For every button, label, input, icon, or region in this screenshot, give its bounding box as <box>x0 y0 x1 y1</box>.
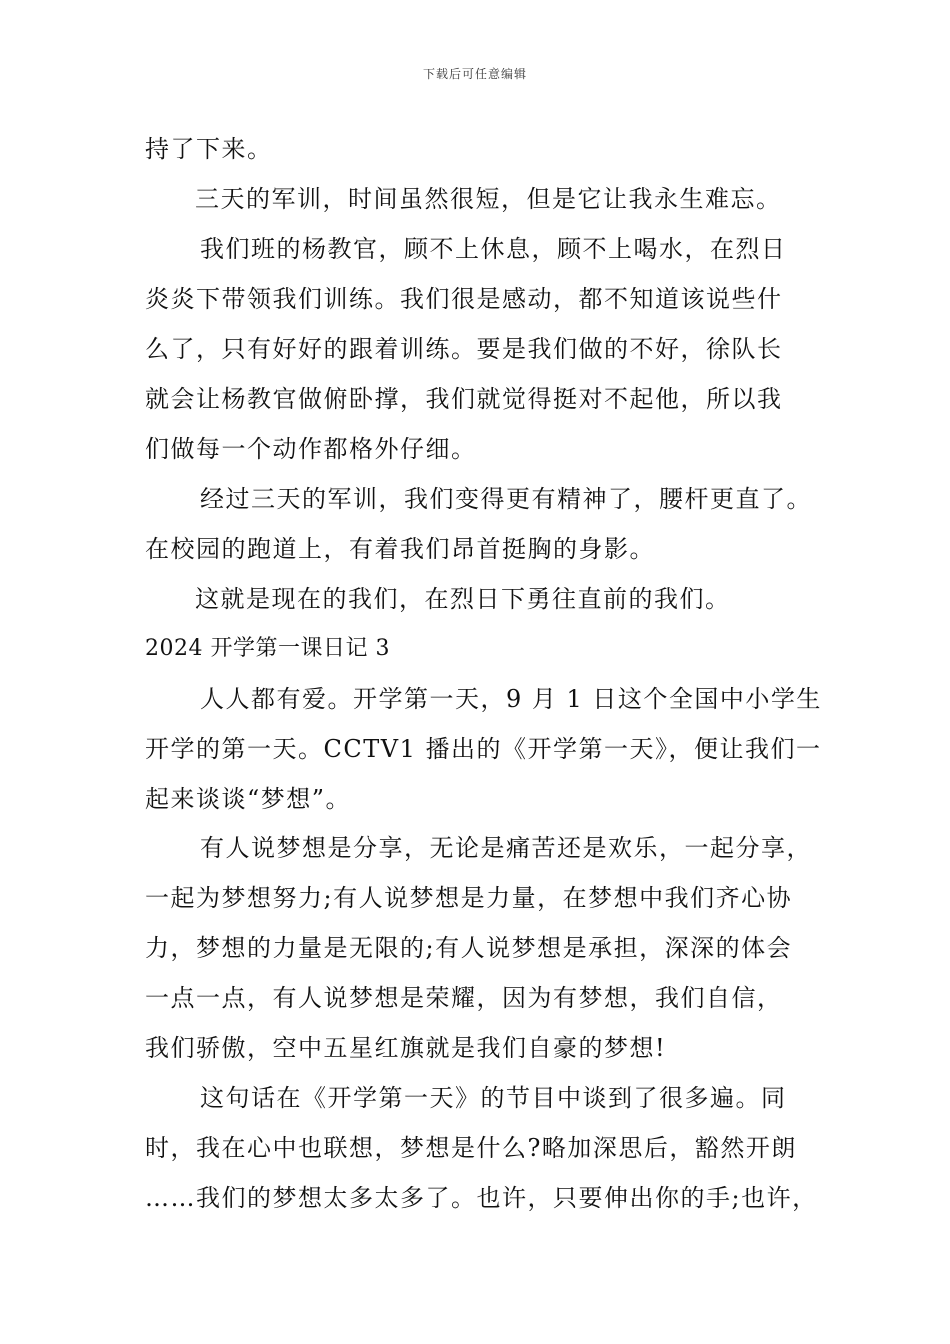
text-line: 时，我在心中也联想，梦想是什么?略加深思后，豁然开朗 <box>145 1134 797 1162</box>
text-line: ……我们的梦想太多太多了。也许，只要伸出你的手;也许， <box>145 1184 818 1212</box>
text-line: 经过三天的军训，我们变得更有精神了，腰杆更直了。 <box>200 485 812 513</box>
text-line: 起来谈谈“梦想”。 <box>145 785 352 813</box>
text-line: 力，梦想的力量是无限的;有人说梦想是承担，深深的体会 <box>145 934 793 962</box>
text-line: 三天的军训，时间虽然很短，但是它让我永生难忘。 <box>195 185 782 213</box>
text-line: 开学的第一天。CCTV1 播出的《开学第一天》，便让我们一 <box>145 735 822 763</box>
text-line: 持了下来。 <box>145 135 273 163</box>
section-heading: 2024 开学第一课日记 3 <box>145 636 390 661</box>
text-line: 在校园的跑道上，有着我们昂首挺胸的身影。 <box>145 535 655 563</box>
text-line: 么了，只有好好的跟着训练。要是我们做的不好，徐队长 <box>145 335 783 363</box>
text-line: 们做每一个动作都格外仔细。 <box>145 435 477 463</box>
text-line: 一点一点，有人说梦想是荣耀，因为有梦想，我们自信， <box>145 984 783 1012</box>
page-header-note: 下载后可任意编辑 <box>422 67 527 81</box>
text-line: 一起为梦想努力;有人说梦想是力量，在梦想中我们齐心协 <box>145 884 793 912</box>
text-line: 这就是现在的我们，在烈日下勇往直前的我们。 <box>195 585 731 613</box>
text-line: 这句话在《开学第一天》的节目中谈到了很多遍。同 <box>200 1084 787 1112</box>
text-line: 人人都有爱。开学第一天，9 月 1 日这个全国中小学生 <box>200 685 822 713</box>
text-line: 我们班的杨教官，顾不上休息，顾不上喝水，在烈日 <box>200 235 787 263</box>
text-line: 有人说梦想是分享，无论是痛苦还是欢乐，一起分享， <box>200 834 812 862</box>
text-line: 我们骄傲，空中五星红旗就是我们自豪的梦想! <box>145 1034 667 1062</box>
text-line: 就会让杨教官做俯卧撑，我们就觉得挺对不起他，所以我 <box>145 385 783 413</box>
text-line: 炎炎下带领我们训练。我们很是感动，都不知道该说些什 <box>145 285 783 313</box>
